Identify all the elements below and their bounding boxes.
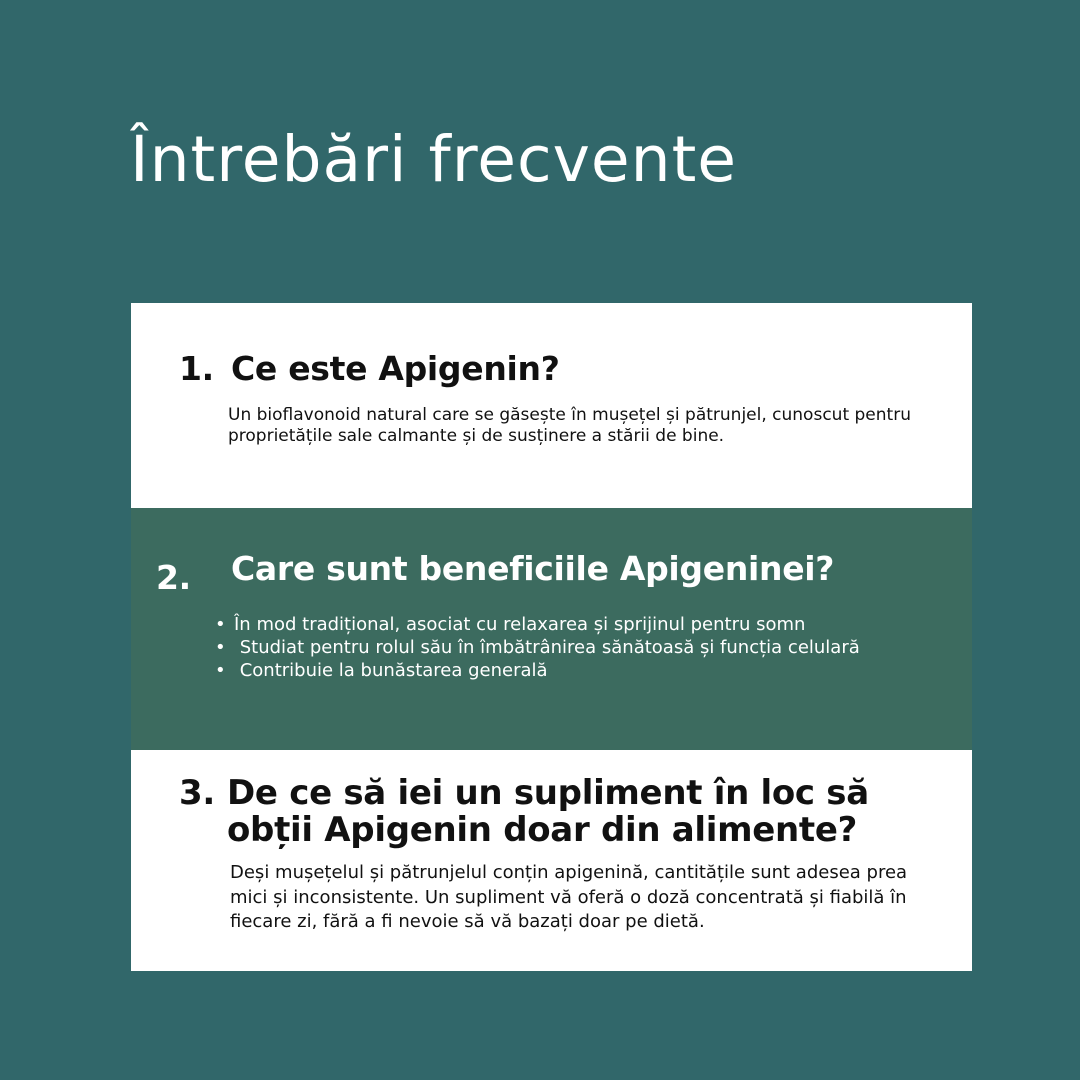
list-item [215, 659, 860, 682]
faq-question: Care sunt beneficiile Apigeninei? [231, 549, 835, 588]
bullet-icon: • [215, 637, 226, 658]
list-item [215, 613, 860, 636]
page-title: Întrebări frecvente [130, 123, 738, 196]
faq-number: 1. [179, 349, 214, 388]
faq-item-3 [131, 750, 972, 971]
faq-question: De ce să iei un supliment în loc să obții Apigenin doar din alimente? [227, 773, 869, 850]
faq-item-1 [131, 303, 972, 508]
list-item-text: Contribuie la bunăstarea generală [234, 660, 548, 681]
benefits-list [215, 613, 860, 682]
faq-answer: Deși mușețelul și pătrunjelul conțin apigenină, cantitățile sunt adesea prea mici și inconsistente. Un supliment vă oferă o doză concentrată și fiabilă în fiecare zi, fără a fi nevoie să vă bazați doar pe dietă. [230, 862, 908, 932]
bullet-icon: • [215, 660, 226, 681]
list-item-text: Studiat pentru rolul său în îmbătrânirea sănătoasă și funcția celulară [234, 637, 860, 658]
faq-answer: Un bioflavonoid natural care se găsește în mușețel și pătrunjel, cunoscut pentru proprietățile sale calmante și de susținere a stării de bine. [228, 405, 911, 446]
list-item-text: În mod tradițional, asociat cu relaxarea și sprijinul pentru somn [234, 614, 806, 635]
faq-number: 3. [179, 773, 215, 813]
bullet-icon: • [215, 614, 226, 635]
faq-item-2 [131, 508, 972, 750]
faq-question: Ce este Apigenin? [231, 349, 560, 388]
faq-number: 2. [156, 558, 191, 597]
list-item [215, 636, 860, 659]
